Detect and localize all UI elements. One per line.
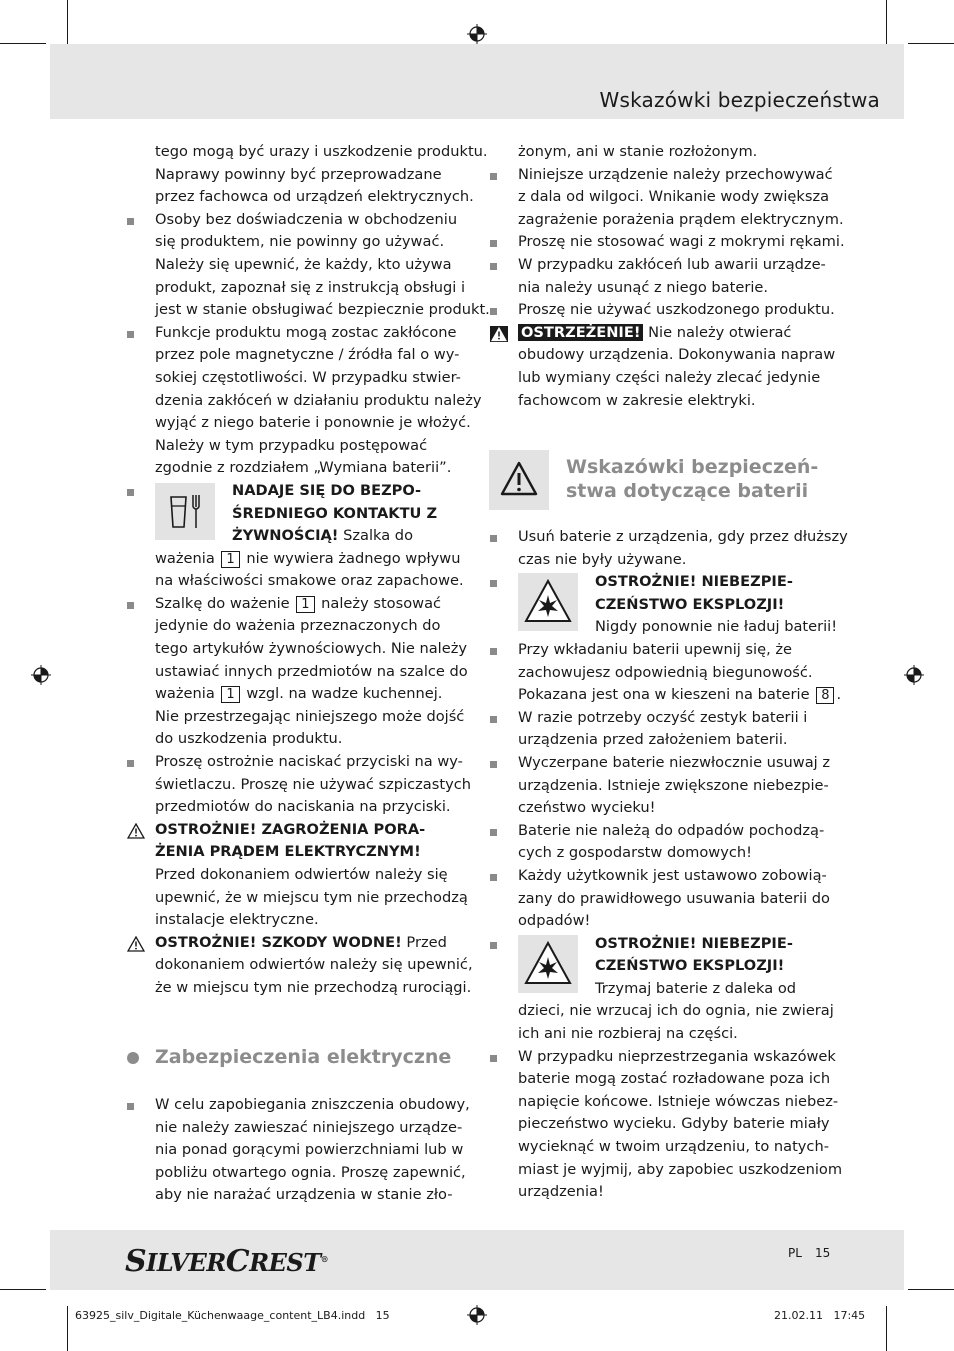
section-title — [566, 455, 818, 503]
text-line: z dala od wilgoci. Wnikanie wody zwiększa — [518, 188, 830, 206]
bullet-square-icon — [127, 489, 134, 496]
text-line: nie należy zawieszać niniejszego urządze- — [155, 1118, 463, 1136]
text-line: Należy w tym przypadku postępować — [155, 436, 428, 454]
bullet-square-icon — [127, 602, 134, 609]
text-run: należy stosować — [316, 594, 442, 612]
text-line: Niniejsze urządzenie należy przechowywać — [518, 165, 833, 183]
text-line: Należy się upewnić, że każdy, kto używa — [155, 255, 452, 273]
list-item — [518, 752, 832, 820]
text-run: . — [836, 686, 842, 704]
text-line: urządzenia. Istnieje zwiększone niebezpie- — [518, 776, 829, 794]
print-slug-file: 63925_silv_Digitale_Küchenwaage_content_LB4.indd 15 — [75, 1309, 390, 1322]
text-run: nie wywiera żadnego wpływu — [241, 549, 461, 567]
text-line: pieczeństwo wycieku. Gdyby baterie miały — [518, 1115, 830, 1133]
text-line: tego mogą być urazy i uszkodzenie produktu. — [155, 143, 488, 160]
bullet-square-icon — [490, 240, 497, 247]
section-title: Zabezpieczenia elektryczne — [155, 1046, 452, 1068]
text-run: Przed — [401, 933, 447, 951]
text-line: dzenia zakłóceń w działaniu produktu należy — [155, 391, 482, 409]
list-item — [518, 231, 845, 254]
list-item — [518, 164, 844, 232]
logo-letter: C — [225, 1244, 250, 1279]
text-line: pobliżu otwartego ognia. Proszę zapewnić, — [155, 1163, 466, 1181]
text-line: W przypadku zakłóceń lub awarii urządze- — [518, 255, 826, 273]
text-line: tego artykułów żywnościowych. Nie należy — [155, 640, 467, 658]
list-item — [518, 1046, 843, 1204]
text-line: ŚREDNIEGO KONTAKTU Z — [232, 504, 438, 522]
text-line: CZEŃSTWO EKSPLOZJI! — [595, 595, 785, 613]
bullet-square-icon — [127, 331, 134, 338]
text-line: czas nie były używane. — [518, 550, 687, 568]
brand-logo — [125, 1244, 328, 1279]
list-item — [155, 209, 490, 322]
crop-mark — [0, 1289, 46, 1290]
crop-mark — [908, 43, 954, 44]
section-title-line: stwa dotyczące baterii — [566, 480, 809, 502]
bullet-square-icon — [490, 173, 497, 180]
registration-mark-icon — [467, 24, 487, 44]
registration-mark-icon — [31, 665, 51, 685]
explosion-hazard-icon — [518, 573, 578, 631]
text-run: Szalkę do ważenie — [155, 594, 295, 612]
bullet-square-icon — [490, 308, 497, 315]
text-line: przez fachowca od urządzeń elektrycznych. — [155, 188, 474, 206]
bullet-square-icon — [490, 761, 497, 768]
bullet-square-icon — [490, 580, 497, 587]
text-line: Proszę nie używać uszkodzonego produktu. — [518, 301, 835, 319]
text-line: aby nie narażać urządzenia w stanie zło- — [155, 1186, 453, 1204]
warning-electric — [155, 819, 467, 932]
text-line: dokonaniem odwiertów należy się upewnić, — [155, 956, 473, 974]
text-line: świetlaczu. Proszę nie używać szpiczastych — [155, 775, 471, 793]
part-number-box: 1 — [221, 686, 239, 703]
logo-letter: S — [125, 1244, 147, 1279]
text-line: wycieknąć w twoim urządzeniu, to natych- — [518, 1138, 829, 1156]
text-line: Przy wkładaniu baterii upewnij się, że — [518, 640, 792, 658]
bullet-square-icon — [490, 535, 497, 542]
right-column — [518, 141, 845, 412]
emphasis: ŻYWNOŚCIĄ! — [232, 527, 339, 545]
text-line: miast je wyjmij, aby zapobiec uszkodzeniom — [518, 1160, 843, 1178]
text-line: upewnić, że w miejscu tym nie przechodzą — [155, 888, 468, 906]
list-item — [518, 299, 835, 322]
text-line: zagrażenie porażenia prądem elektrycznym. — [518, 210, 844, 228]
text-line: Trzymaj baterie z daleka od — [595, 979, 797, 997]
text-line: napięcie końcowe. Istnieje wówczas niebez- — [518, 1092, 839, 1110]
text-line: Baterie nie należą do odpadów pochodzą- — [518, 821, 825, 839]
part-number-box: 8 — [816, 687, 834, 704]
text-line: lub wymiany części należy zlecać jedynie — [518, 368, 821, 386]
text-line: OSTROŻNIE! NIEBEZPIE- — [595, 934, 793, 952]
text-line: zgodnie z rozdziałem „Wymiana baterii”. — [155, 459, 452, 477]
crop-mark — [67, 0, 68, 46]
list-item — [518, 820, 832, 865]
text-line: Naprawy powinny być przeprowadzane — [155, 165, 442, 183]
text-line: W przypadku nieprzestrzegania wskazówek — [518, 1047, 836, 1065]
language-code: PL — [788, 1246, 802, 1260]
text-line: jedynie do ważenia przeznaczonych do — [155, 617, 441, 635]
text-line: Funkcje produktu mogą zostac zakłócone — [155, 323, 457, 341]
text-line: odpadów! — [518, 912, 591, 930]
text-line: urządzenia! — [518, 1183, 604, 1201]
crop-mark — [886, 0, 887, 46]
list-item — [518, 707, 832, 752]
text-line: Osoby bez doświadczenia w obchodzeniu — [155, 210, 458, 228]
print-slug-date: 21.02.11 17:45 — [774, 1309, 866, 1322]
bullet-square-icon — [127, 218, 134, 225]
warning-tile — [489, 450, 549, 510]
registration-mark-icon — [467, 1305, 487, 1325]
left-column-bottom — [155, 1094, 470, 1207]
left-column — [155, 141, 490, 1000]
text-line: instalacje elektryczne. — [155, 911, 319, 929]
crop-mark — [886, 1306, 887, 1351]
warning-triangle-icon — [490, 326, 508, 342]
warning-open-housing — [518, 322, 836, 412]
list-item — [155, 1094, 470, 1207]
warning-label: OSTRZEŻENIE! — [518, 324, 643, 341]
bullet-square-icon — [490, 1055, 497, 1062]
text-line: zachowujesz odpowiednią biegunowość. — [518, 663, 813, 681]
text-line: nia ponad gorącymi powierzchniami lub w — [155, 1141, 464, 1159]
text-line: zany do prawidłowego usuwania baterii do — [518, 889, 830, 907]
warning-triangle-icon — [489, 450, 549, 510]
text-run: wzgl. na wadze kuchennej. — [241, 685, 443, 703]
text-line: Przed dokonaniem odwiertów należy się — [155, 866, 448, 883]
page-number: 15 — [815, 1246, 831, 1260]
list-item — [518, 865, 832, 933]
text-line: Proszę nie stosować wagi z mokrymi rękami. — [518, 233, 845, 251]
right-column-battery — [518, 526, 848, 1204]
crop-mark — [0, 43, 46, 44]
text-line: się produktem, nie powinny go używać. — [155, 233, 445, 251]
text-line: Nigdy ponownie nie ładuj baterii! — [595, 618, 838, 636]
text-line: ustawiać innych przedmiotów na szalce do — [155, 662, 468, 680]
registered-mark: ® — [320, 1254, 329, 1264]
emphasis: OSTROŻNIE! SZKODY WODNE! — [155, 933, 402, 951]
text-line: baterie mogą zostać rozładowane poza ich — [518, 1070, 831, 1088]
text-line: że w miejscu tym nie przechodzą rurociągi. — [155, 978, 472, 996]
section-title-line: Wskazówki bezpieczeń- — [566, 456, 819, 478]
list-item — [155, 751, 471, 819]
bullet-square-icon — [127, 760, 134, 767]
warning-triangle-icon — [127, 823, 145, 839]
text-line: Każdy użytkownik jest ustawowo zobowią- — [518, 866, 827, 884]
text-line: W celu zapobiegania zniszczenia obudowy, — [155, 1096, 470, 1113]
list-item — [155, 322, 482, 480]
list-item — [518, 639, 842, 707]
section-bullet-icon — [127, 1052, 139, 1064]
text-line: cych z gospodarstw domowych! — [518, 844, 752, 862]
paragraph — [155, 141, 488, 209]
list-item — [518, 526, 848, 571]
text-run: Pokazana jest ona w kieszeni na baterie — [518, 686, 815, 704]
text-line: urządzenia przed założeniem baterii. — [518, 731, 788, 749]
text-line: produkt, zapoznał się z instrukcją obsługi i — [155, 278, 466, 296]
text-line: ŻENIA PRĄDEM ELEKTRYCZNYM! — [155, 843, 421, 861]
bullet-square-icon — [127, 1103, 134, 1110]
bullet-square-icon — [490, 874, 497, 881]
text-line: czeństwo wycieku! — [518, 799, 656, 817]
text-line: Proszę ostrożnie naciskać przyciski na wy- — [155, 753, 463, 771]
text-run: Nie należy otwierać — [643, 323, 792, 341]
text-run: ważenia — [155, 685, 220, 703]
registration-mark-icon — [904, 665, 924, 685]
text-line: przez pole magnetyczne / źródła fal o wy- — [155, 346, 460, 364]
food-safe-icon — [155, 483, 215, 540]
text-line: jest w stanie obsługiwać bezpiecznie produkt. — [155, 301, 490, 319]
list-item-food-safe — [155, 480, 467, 593]
text-line: Usuń baterie z urządzenia, gdy przez dłuższy — [518, 528, 848, 545]
crop-mark — [908, 1289, 954, 1290]
text-line: na właściwości smakowe oraz zapachowe. — [155, 572, 464, 590]
part-number-box: 1 — [296, 596, 314, 613]
text-line: dzieci, nie wrzucaj ich do ognia, nie zwieraj — [518, 1002, 834, 1020]
text-line: sokiej częstotliwości. W przypadku stwier- — [155, 368, 461, 386]
text-line: NADAJE SIĘ DO BEZPO- — [232, 481, 422, 499]
text-line: żonym, ani w stanie rozłożonym. — [518, 143, 758, 160]
text-line: obudowy urządzenia. Dokonywania napraw — [518, 346, 836, 364]
text-line: przedmiotów do naciskania na przyciski. — [155, 798, 451, 816]
warning-triangle-icon — [127, 936, 145, 952]
logo-text: REST — [249, 1248, 321, 1277]
text-line: do uszkodzenia produktu. — [155, 730, 343, 748]
text-line: ich ani nie rozbieraj na części. — [518, 1025, 738, 1043]
text-line: CZEŃSTWO EKSPLOZJI! — [595, 957, 785, 975]
text-line: wyjąć z niego baterie i ponownie je włożyć. — [155, 414, 471, 432]
logo-text: ILVER — [146, 1248, 226, 1277]
text-line: fachowcom w zakresie elektryki. — [518, 391, 756, 409]
bullet-square-icon — [490, 829, 497, 836]
bullet-square-icon — [490, 263, 497, 270]
text-line: W razie potrzeby oczyść zestyk baterii i — [518, 708, 808, 726]
list-item — [155, 593, 467, 751]
page-title: Wskazówki bezpieczeństwa — [599, 88, 880, 112]
text-run: ważenia — [155, 549, 220, 567]
text-line: OSTROŻNIE! NIEBEZPIE- — [595, 573, 793, 591]
text-run: Szalka do — [338, 527, 413, 545]
warning-water — [155, 932, 473, 1000]
text-line: Wyczerpane baterie niezwłocznie usuwaj z — [518, 753, 831, 771]
bullet-square-icon — [490, 716, 497, 723]
text-line: nia należy usunąć z niego baterie. — [518, 278, 768, 296]
part-number-box: 1 — [221, 551, 239, 568]
list-item-explosion — [518, 571, 838, 639]
explosion-hazard-icon — [518, 935, 578, 993]
paragraph — [518, 141, 832, 164]
list-item — [518, 254, 832, 299]
list-item-explosion — [518, 933, 832, 1046]
text-line: OSTROŻNIE! ZAGROŻENIA PORA- — [155, 820, 426, 838]
crop-mark — [67, 1306, 68, 1351]
bullet-square-icon — [490, 648, 497, 655]
text-line: Nie przestrzegając niniejszego może dojść — [155, 707, 465, 725]
bullet-square-icon — [490, 942, 497, 949]
